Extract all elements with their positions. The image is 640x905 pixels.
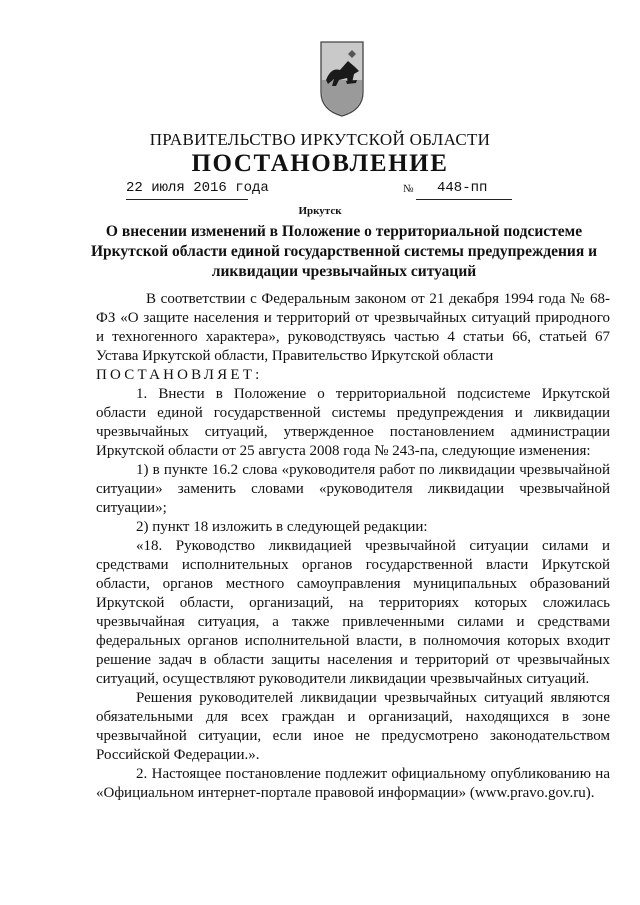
date-underline xyxy=(126,199,248,200)
quote-paragraph-decisions: Решения руководителей ликвидации чрезвычайных ситуаций являются обязательными для всех граждан и организаций, находящихся в зоне чрезвычайной ситуации, если иное не предусмотрено законодательством Российской Федерации.». xyxy=(96,690,610,763)
item-2-paragraph: 2. Настоящее постановление подлежит официальному опубликованию на «Официальном интернет-портале правовой информации» (www.pravo.gov.ru). xyxy=(96,766,610,801)
number-label: № xyxy=(403,183,414,195)
item-1-2-paragraph: 2) пункт 18 изложить в следующей редакции: xyxy=(136,519,428,535)
government-name: ПРАВИТЕЛЬСТВО ИРКУТСКОЙ ОБЛАСТИ xyxy=(149,130,491,149)
item-1-paragraph: 1. Внести в Положение о территориальной подсистеме Иркутской области единой государственной системы предупреждения и ликвидации чрезвычайных ситуаций, утвержденное постановлением администрации Иркутской области от 25 августа 2008 года № 243-па, следующие изменения: xyxy=(96,386,610,459)
document-body xyxy=(96,290,610,803)
item-1-1-paragraph: 1) в пункте 16.2 слова «руководителя работ по ликвидации чрезвычайной ситуации» заменить словами «руководителя ликвидации чрезвычайной ситуации»; xyxy=(96,462,610,516)
number-underline xyxy=(416,199,512,200)
document-heading: О внесении изменений в Положение о территориальной подсистеме Иркутской области единой государственной системы предупреждения и ликвидации чрезвычайных ситуаций xyxy=(90,223,598,280)
intro-paragraph: В соответствии с Федеральным законом от 21 декабря 1994 года № 68-ФЗ «О защите населения и территорий от чрезвычайных ситуаций природного и техногенного характера», руководствуясь частью 4 статьи 66, статьей 67 Устава Иркутской области, Правительство Иркутской области xyxy=(96,291,610,364)
resolves-word: ПОСТАНОВЛЯЕТ: xyxy=(96,367,263,383)
document-date: 22 июля 2016 года xyxy=(126,180,269,196)
document-number: 448-пп xyxy=(437,180,488,196)
document-type-title: ПОСТАНОВЛЕНИЕ xyxy=(191,150,449,177)
city-name: Иркутск xyxy=(298,205,342,217)
quote-paragraph-18: «18. Руководство ликвидацией чрезвычайной ситуации силами и средствами исполнительных органов государственной власти Иркутской области, органов местного самоуправления муниципальных образований Иркутской области, организаций, на территориях которых сложилась чрезвычайная ситуация, а также привлеченными силами и средствами федеральных органов исполнительной власти, в полномочия которых входит решение задач в области защиты населения и территорий от чрезвычайных ситуаций, осуществляют руководители ликвидации чрезвычайных ситуаций. xyxy=(96,538,610,687)
coat-of-arms-icon xyxy=(318,40,366,118)
